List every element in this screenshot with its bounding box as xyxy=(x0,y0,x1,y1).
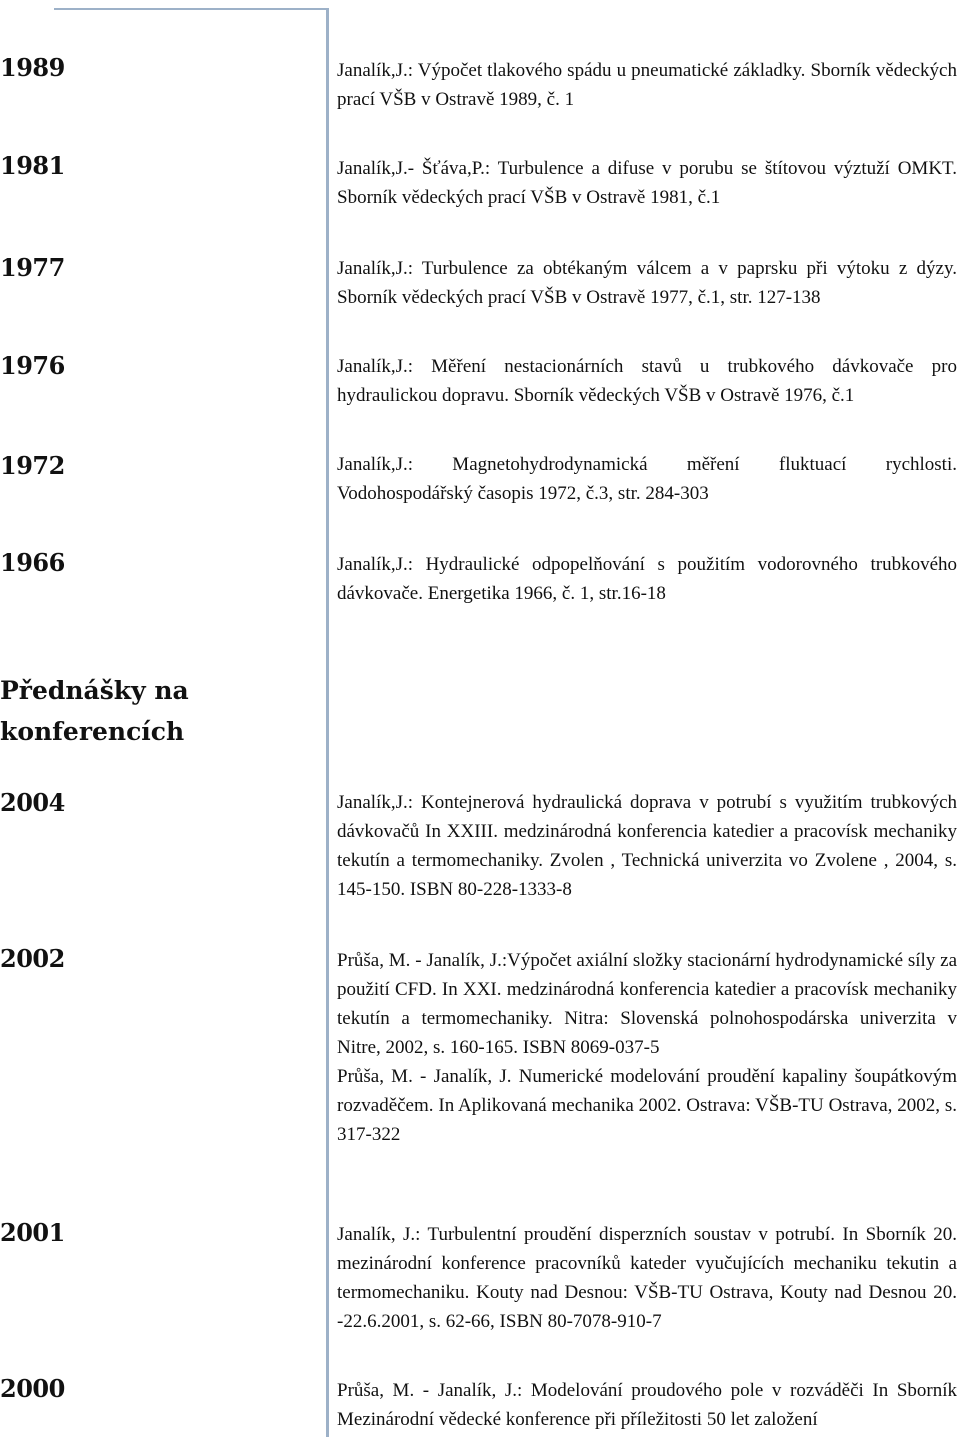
year-label: 1981 xyxy=(0,151,65,180)
year-label: 2002 xyxy=(0,944,65,973)
year-label: 1977 xyxy=(0,253,65,282)
conference-entry xyxy=(337,1220,957,1336)
year-label: 2001 xyxy=(0,1218,65,1247)
year-label: 1989 xyxy=(0,53,65,82)
publication-entry: Janalík,J.: Hydraulické odpopelňování s použitím vodorovného trubkového dávkovače. Energetika 1966, č. 1, str.16-18 xyxy=(337,554,957,604)
timeline-rule xyxy=(326,8,329,1437)
year-label: 1966 xyxy=(0,548,65,577)
conference-entry xyxy=(337,946,957,1149)
publication-entry: Janalík,J.: Magnetohydrodynamická měření fluktuací rychlosti. Vodohospodářský časopis 1972, č.3, str. 284-303 xyxy=(337,454,957,504)
conference-entry xyxy=(337,1376,957,1434)
publication-entry: Janalík,J.- Šťáva,P.: Turbulence a difuse v porubu se štítovou výztuží OMKT. Sborník vědeckých prací VŠB v Ostravě 1981, č.1 xyxy=(337,158,957,208)
conference-paragraph: Průša, M. - Janalík, J.: Modelování proudového pole v rozváděči In Sborník Mezinárodní vědecké konference při příležitosti 50 let založení xyxy=(337,1380,957,1430)
publication-entry: Janalík,J.: Měření nestacionárních stavů u trubkového dávkovače pro hydraulickou dopravu. Sborník vědeckých VŠB v Ostravě 1976, č.1 xyxy=(337,356,957,406)
year-label: 1976 xyxy=(0,351,65,380)
conference-paragraph: Průša, M. - Janalík, J.:Výpočet axiální složky stacionární hydrodynamické síly za použití CFD. In XXI. medzinárodná konferencia katedier a pracovísk mechaniky tekutín a termomechaniky. Nitra: Slovenská polnohospodárska univerzita v Nitre, 2002, s. 160-165. ISBN 8069-037-5 xyxy=(337,950,957,1058)
publication-entry: Janalík,J.: Turbulence za obtékaným válcem a v paprsku při výtoku z dýzy. Sborník vědeckých prací VŠB v Ostravě 1977, č.1, str. 127-138 xyxy=(337,258,957,308)
publication-entry: Janalík,J.: Výpočet tlakového spádu u pneumatické základky. Sborník vědeckých prací VŠB v Ostravě 1989, č. 1 xyxy=(337,60,957,110)
conference-paragraph: Janalík, J.: Turbulentní proudění disperzních soustav v potrubí. In Sborník 20. mezinárodní konference pracovníků kateder vyučujících mechaniku tekutin a termomechaniku. Kouty nad Desnou: VŠB-TU Ostrava, Kouty nad Desnou 20. -22.6.2001, s. 62-66, ISBN 80-7078-910-7 xyxy=(337,1224,957,1332)
year-label: 1972 xyxy=(0,451,65,480)
conference-paragraph: Janalík,J.: Kontejnerová hydraulická doprava v potrubí s využitím trubkových dávkovačů In XXIII. medzinárodná konferencia katedier a pracovísk mechaniky tekutín a termomechaniky. Zvolen , Technická univerzita vo Zvolene , 2004, s. 145-150. ISBN 80-228-1333-8 xyxy=(337,792,957,900)
conference-paragraph: Průša, M. - Janalík, J. Numerické modelování proudění kapaliny šoupátkovým rozvaděčem. In Aplikovaná mechanika 2002. Ostrava: VŠB-TU Ostrava, 2002, s. 317-322 xyxy=(337,1066,957,1145)
year-label: 2000 xyxy=(0,1374,65,1403)
conference-entry xyxy=(337,788,957,904)
section-heading: Přednášky na konferencích xyxy=(0,676,189,746)
top-rule xyxy=(54,8,328,10)
year-label: 2004 xyxy=(0,788,65,817)
